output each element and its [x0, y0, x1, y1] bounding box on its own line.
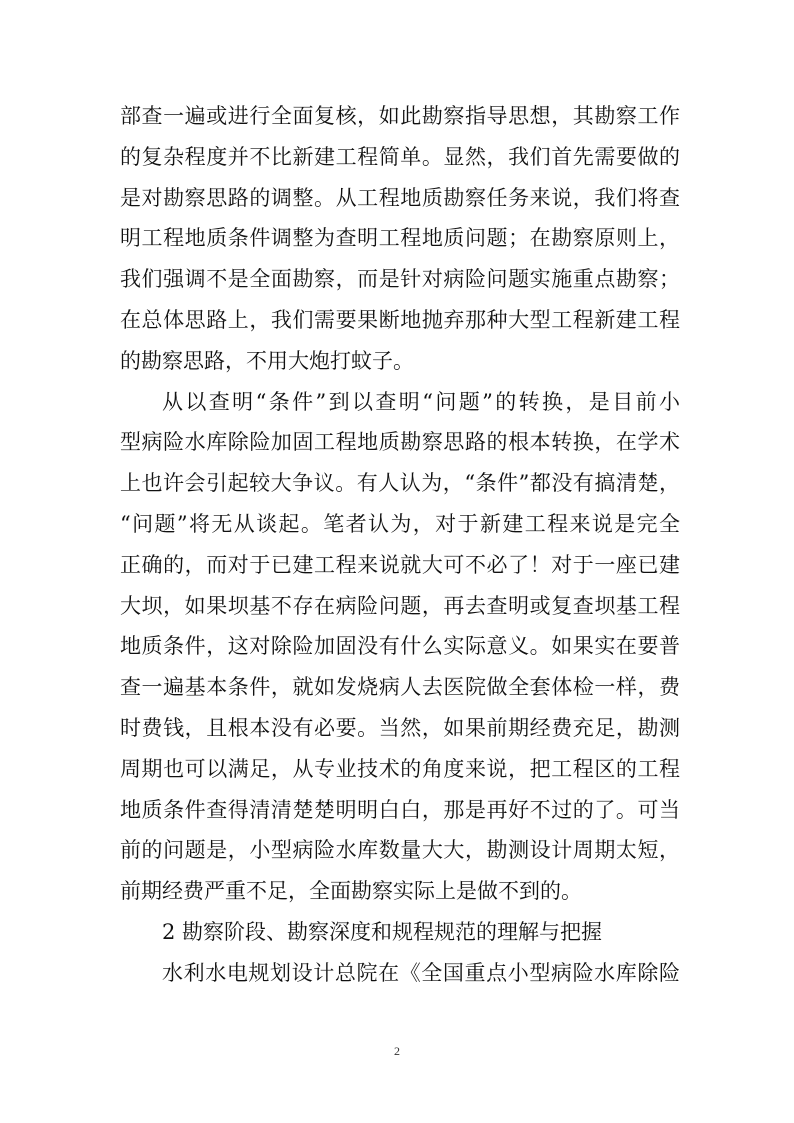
text-line: 上也许会引起较大争议。有人认为，“条件”都没有搞清楚，: [120, 471, 680, 496]
body-text: [120, 96, 680, 994]
page-number: 2: [394, 1044, 400, 1058]
text-line: “问题”将无从谈起。笔者认为，对于新建工程来说是完全: [120, 511, 680, 536]
text-line: 前期经费严重不足，全面勘察实际上是做不到的。: [120, 879, 582, 904]
section-heading: 2 勘察阶段、勘察深度和规程规范的理解与把握: [162, 919, 603, 944]
text-line: 正确的，而对于已建工程来说就大可不必了！对于一座已建: [120, 552, 680, 577]
text-line: 地质条件，这对除险加固没有什么实际意义。如果实在要普: [120, 634, 680, 659]
text-line: 时费钱，且根本没有必要。当然，如果前期经费充足，勘测: [120, 715, 680, 740]
text-line: 在总体思路上，我们需要果断地抛弃那种大型工程新建工程: [120, 307, 680, 332]
text-line: 的复杂程度并不比新建工程简单。显然，我们首先需要做的: [120, 144, 680, 169]
text-line: 周期也可以满足，从专业技术的角度来说，把工程区的工程: [120, 756, 680, 781]
text-line: 查一遍基本条件，就如发烧病人去医院做全套体检一样，费: [120, 675, 680, 700]
text-line: 前的问题是，小型病险水库数量大大，勘测设计周期太短，: [120, 838, 680, 863]
text-line: 的勘察思路，不用大炮打蚊子。: [120, 348, 414, 373]
text-line: 我们强调不是全面勘察，而是针对病险问题实施重点勘察；: [120, 267, 680, 292]
text-line: 部查一遍或进行全面复核，如此勘察指导思想，其勘察工作: [120, 104, 680, 128]
text-line: 从以查明“条件”到以查明“问题”的转换，是目前小: [162, 389, 680, 414]
text-line: 地质条件查得清清楚楚明明白白，那是再好不过的了。可当: [120, 797, 680, 822]
text-line: 明工程地质条件调整为查明工程地质问题；在勘察原则上，: [120, 226, 680, 251]
text-line: 型病险水库除险加固工程地质勘察思路的根本转换，在学术: [120, 430, 680, 455]
text-line: 水利水电规划设计总院在《全国重点小型病险水库除险: [162, 960, 680, 985]
text-line: 是对勘察思路的调整。从工程地质勘察任务来说，我们将查: [120, 185, 680, 210]
text-line: 大坝，如果坝基不存在病险问题，再去查明或复查坝基工程: [120, 593, 680, 618]
